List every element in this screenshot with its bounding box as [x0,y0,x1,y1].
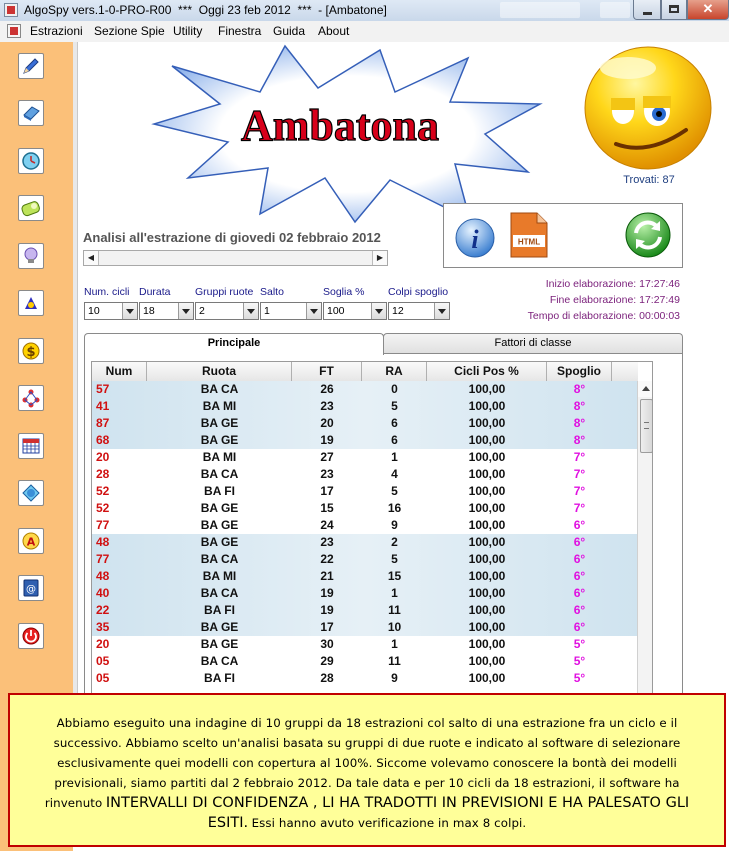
ambatona-banner [150,44,550,224]
durata-value: 18 [143,305,155,317]
analysis-heading: Analisi all'estrazione di giovedi 02 febbraio 2012 [83,230,381,245]
table-row[interactable] [92,568,638,585]
table-row[interactable] [92,585,638,602]
cell-cicli-pos: 100,00 [468,467,506,481]
cell-ra: 5 [391,399,398,413]
table-row[interactable] [92,551,638,568]
shapes-icon[interactable] [18,480,44,506]
cell-cicli-pos: 100,00 [468,501,506,515]
cell-spoglio: 5° [573,637,586,651]
cell-ruota: BA CA [200,382,239,396]
cell-ruota: BA GE [200,433,239,447]
cell-ft: 17 [320,620,334,634]
explanation-note [8,693,726,847]
cell-num: 22 [96,603,110,617]
banner-title: Ambatona [240,101,440,150]
cell-num: 20 [96,637,110,651]
table-row[interactable] [92,534,638,551]
table-row[interactable] [92,466,638,483]
html-label: HTML [517,237,541,247]
table-row[interactable] [92,449,638,466]
cell-cicli-pos: 100,00 [468,620,506,634]
cell-ra: 6 [391,416,398,430]
cell-cicli-pos: 100,00 [468,382,506,396]
cell-ft: 23 [320,535,334,549]
chevron-down-icon[interactable] [371,303,386,319]
found-count: Trovati: 87 [623,174,675,186]
table-row[interactable] [92,670,638,687]
cell-spoglio: 6° [573,620,586,634]
cell-ruota: BA GE [200,535,239,549]
cell-spoglio: 6° [573,518,586,532]
cell-ruota: BA CA [200,467,239,481]
soglia-select[interactable] [323,302,387,320]
cell-ft: 30 [320,637,334,651]
a-icon[interactable] [18,528,44,554]
cell-ft: 20 [320,416,334,430]
cell-num: 68 [96,433,110,447]
header-num[interactable]: Num [92,362,147,381]
cell-cicli-pos: 100,00 [468,450,506,464]
cell-ruota: BA FI [204,484,235,498]
header-spoglio[interactable]: Spoglio [547,362,612,381]
cell-num: 48 [96,535,110,549]
cell-num: 52 [96,484,110,498]
cell-ra: 5 [391,552,398,566]
cell-ruota: BA FI [204,671,235,685]
dollar-icon[interactable] [18,338,44,364]
cell-ra: 0 [391,382,398,396]
cell-ruota: BA CA [200,586,239,600]
cell-cicli-pos: 100,00 [468,569,506,583]
results-grid [91,361,653,694]
cell-ft: 19 [320,586,334,600]
cell-ft: 23 [320,399,334,413]
frame-border [73,42,78,694]
cell-num: 40 [96,586,110,600]
cell-spoglio: 5° [573,671,586,685]
label-num-cicli: Num. cicli [84,286,130,298]
label-gruppi-ruote: Gruppi ruote [195,286,254,298]
cell-spoglio: 6° [573,586,586,600]
table-row[interactable] [92,398,638,415]
cell-ra: 5 [391,484,398,498]
cell-ruota: BA MI [202,399,237,413]
header-ra[interactable]: RA [362,362,427,381]
cell-spoglio: 6° [573,603,586,617]
gruppi-ruote-select[interactable] [195,302,259,320]
cell-ft: 29 [320,654,334,668]
cell-ra: 2 [391,535,398,549]
cell-num: 77 [96,552,110,566]
cell-ra: 1 [391,450,398,464]
chevron-down-icon[interactable] [306,303,321,319]
cell-ft: 15 [320,501,334,515]
cell-ruota: BA FI [204,603,235,617]
pencil-icon[interactable] [18,53,44,79]
cell-num: 28 [96,467,110,481]
grid-header [92,362,638,382]
cell-num: 41 [96,399,110,413]
num-cicli-value: 10 [88,305,100,317]
title-bar [0,0,729,22]
start-time: Inizio elaborazione: 17:27:46 [545,278,680,290]
elapsed-time: Tempo di elaborazione: 00:00:03 [527,310,680,322]
scroll-thumb[interactable] [640,399,653,453]
cell-spoglio: 6° [573,569,586,583]
header-filler [612,362,638,381]
cell-ruota: BA CA [200,654,239,668]
cell-ruota: BA GE [200,518,239,532]
soglia-value: 100 [327,305,345,317]
scroll-right-button[interactable]: ▶ [372,251,387,265]
table-row[interactable] [92,602,638,619]
cell-cicli-pos: 100,00 [468,535,506,549]
cell-ft: 21 [320,569,334,583]
cell-ra: 9 [391,671,398,685]
cell-spoglio: 8° [573,416,586,430]
cell-ra: 1 [391,637,398,651]
cell-spoglio: 6° [573,535,586,549]
cell-num: 20 [96,450,110,464]
durata-select[interactable] [139,302,194,320]
menu-sezione-spie[interactable]: Sezione Spie [94,24,165,38]
cell-spoglio: 8° [573,382,586,396]
table-row[interactable] [92,636,638,653]
minimize-button[interactable] [633,0,661,20]
cell-ra: 4 [391,467,398,481]
clock-icon[interactable] [18,148,44,174]
cell-cicli-pos: 100,00 [468,399,506,413]
header-ft[interactable]: FT [292,362,362,381]
chevron-down-icon[interactable] [243,303,258,319]
calendar-icon[interactable] [18,433,44,459]
cell-cicli-pos: 100,00 [468,586,506,600]
network-icon[interactable] [18,385,44,411]
chevron-down-icon[interactable] [122,303,137,319]
cell-ra: 15 [387,569,402,583]
cell-ft: 24 [320,518,334,532]
cell-num: 35 [96,620,110,634]
ticket-icon[interactable] [18,195,44,221]
salto-select[interactable] [260,302,322,320]
table-row[interactable] [92,500,638,517]
cell-num: 57 [96,382,110,396]
cell-ra: 16 [387,501,402,515]
scroll-up-button[interactable] [638,381,653,397]
cell-ft: 27 [320,450,334,464]
book-icon[interactable] [18,100,44,126]
cell-ruota: BA MI [202,569,237,583]
action-panel [443,203,683,268]
label-colpi-spoglio: Colpi spoglio [388,286,449,298]
tab-fattori-di-classe[interactable]: Fattori di classe [383,333,683,353]
cell-ra: 11 [388,603,401,617]
chevron-down-icon[interactable] [178,303,193,319]
colpi-spoglio-value: 12 [392,305,404,317]
svg-text:@: @ [26,584,36,595]
html-export-icon[interactable] [507,211,551,259]
cell-cicli-pos: 100,00 [468,654,506,668]
chevron-down-icon[interactable] [434,303,449,319]
cell-ra: 1 [391,586,398,600]
lightbulb-icon[interactable] [18,243,44,269]
maximize-button[interactable] [661,0,687,20]
cell-cicli-pos: 100,00 [468,433,506,447]
cell-ft: 17 [320,484,334,498]
smiley-icon [582,44,714,174]
table-row[interactable] [92,432,638,449]
label-soglia: Soglia % [323,286,365,298]
cell-ruota: BA GE [200,637,239,651]
cell-cicli-pos: 100,00 [468,552,506,566]
vertical-scrollbar[interactable] [637,381,653,694]
menu-bar [0,21,729,43]
cell-ft: 19 [320,433,334,447]
table-row[interactable] [92,415,638,432]
cell-ruota: BA GE [200,416,239,430]
close-button[interactable]: ✕ [687,0,729,20]
cell-cicli-pos: 100,00 [468,671,506,685]
cell-ra: 6 [391,433,398,447]
cell-cicli-pos: 100,00 [468,603,506,617]
refresh-icon[interactable] [624,211,672,259]
table-row[interactable] [92,483,638,500]
horizontal-scrollbar[interactable] [83,250,388,266]
contacts-icon[interactable] [18,575,44,601]
note-highlight: INTERVALLI DI CONFIDENZA , LI HA TRADOTTI IN PREVISIONI E HA PALESATO GLI ESITI. [105,795,690,831]
lottery-icon[interactable] [18,290,44,316]
cell-spoglio: 7° [573,467,586,481]
cell-spoglio: 7° [573,450,586,464]
svg-text:A: A [26,535,36,549]
cell-spoglio: 7° [573,501,586,515]
cell-ra: 9 [391,518,398,532]
label-salto: Salto [260,286,284,298]
scroll-left-button[interactable]: ◀ [84,251,99,265]
cell-ruota: BA GE [200,620,239,634]
note-conclusion: Essi hanno avuto verificazione in max 8 colpi. [251,816,527,830]
cell-num: 52 [96,501,110,515]
cell-ra: 10 [387,620,402,634]
cell-num: 77 [96,518,110,532]
cell-num: 87 [96,416,110,430]
svg-text:$: $ [26,345,36,360]
cell-num: 05 [96,671,110,685]
header-cicli-pos[interactable]: Cicli Pos % [427,362,547,381]
title-bar-reflection [500,2,580,18]
table-row[interactable] [92,381,638,398]
info-icon[interactable] [454,217,496,259]
menu-estrazioni[interactable]: Estrazioni [30,24,83,38]
document-icon[interactable] [7,24,21,38]
cell-ft: 23 [320,467,334,481]
cell-cicli-pos: 100,00 [468,637,506,651]
note-text: Abbiamo eseguito una indagine di 10 gruppi da 18 estrazioni col salto di una estrazione fra un ciclo e il successivo. Abbiamo scelto un'analisi basata su gruppi di due ruote e indicato al software di selezionare esclusivamente quei modelli con copertura al 100%. Siccome volevamo conoscere la bontà dei modelli previsionali, siamo partiti dal 2 febbraio 2012. Da tale data e per 10 cicli da 18 estrazioni, il software ha rinvenuto [44,716,681,810]
cell-cicli-pos: 100,00 [468,416,506,430]
menu-utility[interactable]: Utility [173,24,203,38]
cell-num: 48 [96,569,110,583]
cell-ruota: BA CA [200,552,239,566]
cell-spoglio: 5° [573,654,586,668]
menu-about[interactable]: About [318,24,350,38]
header-ruota[interactable]: Ruota [147,362,292,381]
window-title: AlgoSpy vers.1-0-PRO-R00 *** Oggi 23 feb 2012 *** - [Ambatone] [24,3,387,17]
cell-ra: 11 [388,654,401,668]
svg-text:i: i [471,225,479,254]
cell-spoglio: 8° [573,433,586,447]
table-row[interactable] [92,653,638,670]
tab-principale[interactable]: Principale [84,333,384,355]
power-icon[interactable] [18,623,44,649]
cell-ft: 19 [320,603,334,617]
menu-guida[interactable]: Guida [273,24,306,38]
cell-ruota: BA MI [202,450,237,464]
cell-num: 05 [96,654,110,668]
app-icon[interactable] [4,3,18,17]
title-bar-reflection [600,2,630,18]
cell-spoglio: 6° [573,552,586,566]
num-cicli-select[interactable] [84,302,138,320]
salto-value: 1 [264,305,270,317]
cell-ft: 26 [320,382,334,396]
colpi-spoglio-select[interactable] [388,302,450,320]
cell-cicli-pos: 100,00 [468,518,506,532]
table-row[interactable] [92,619,638,636]
table-row[interactable] [92,517,638,534]
menu-finestra[interactable]: Finestra [218,24,262,38]
cell-spoglio: 7° [573,484,586,498]
cell-spoglio: 8° [573,399,586,413]
label-durata: Durata [139,286,171,298]
cell-cicli-pos: 100,00 [468,484,506,498]
cell-ruota: BA GE [200,501,239,515]
gruppi-ruote-value: 2 [199,305,205,317]
end-time: Fine elaborazione: 17:27:49 [549,294,680,306]
grid-rows [92,381,638,687]
cell-ft: 22 [320,552,334,566]
cell-ft: 28 [320,671,334,685]
